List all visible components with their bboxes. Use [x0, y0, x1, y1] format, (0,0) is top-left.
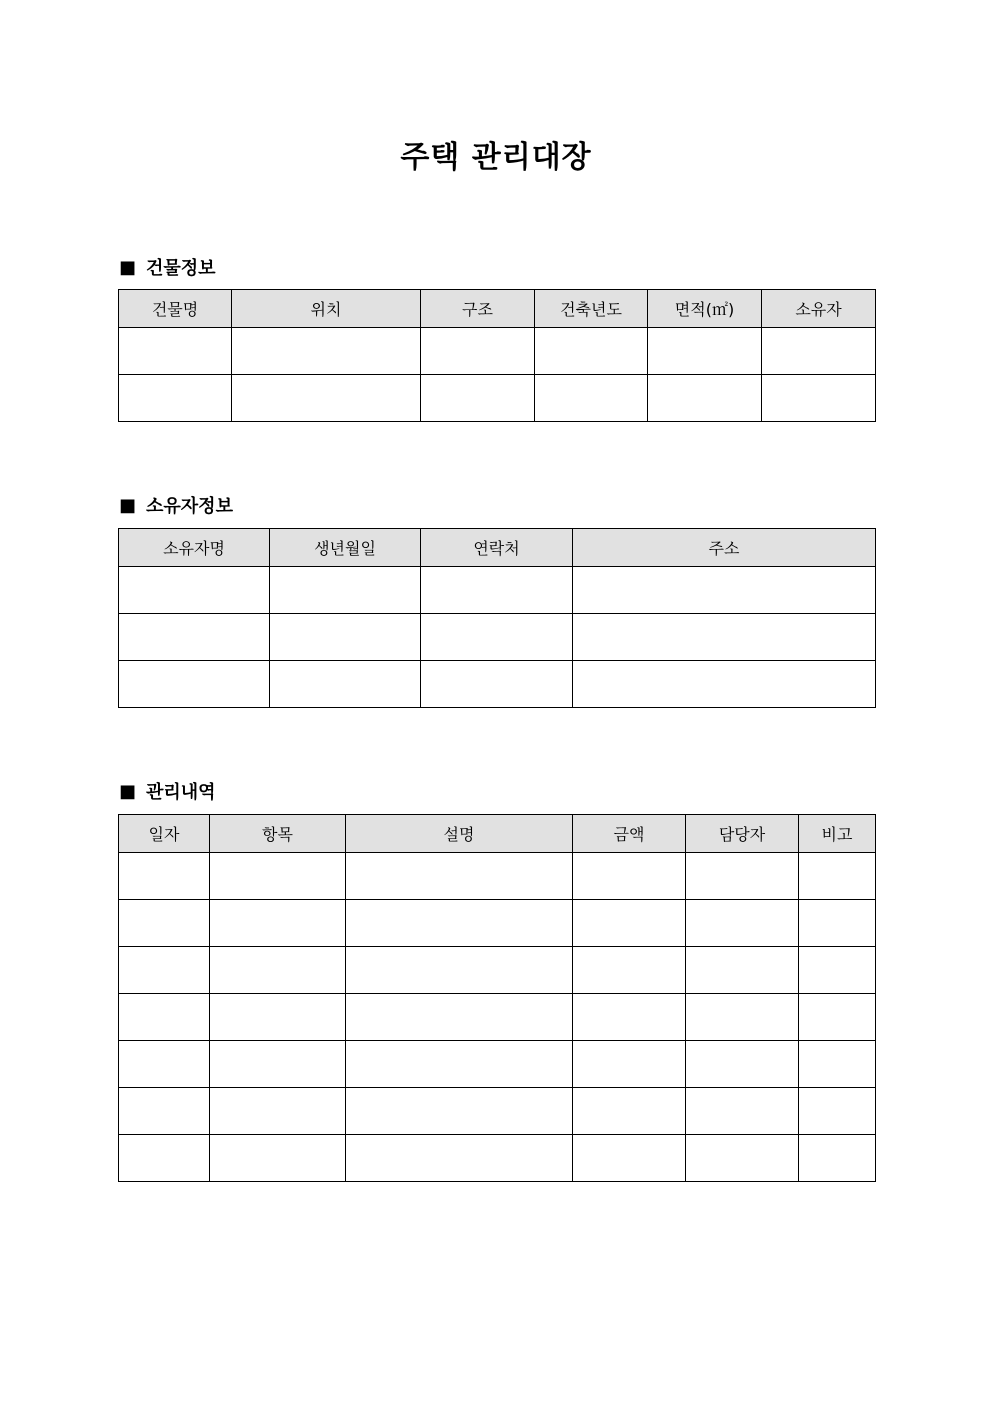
table-row	[119, 567, 876, 614]
column-header-date: 일자	[119, 815, 210, 853]
column-header-owner-name: 소유자명	[119, 529, 270, 567]
table-cell[interactable]	[346, 994, 573, 1041]
table-row	[119, 994, 876, 1041]
table-cell[interactable]	[210, 994, 346, 1041]
column-header-location: 위치	[232, 290, 421, 328]
section-heading-label: 관리내역	[146, 782, 216, 803]
table-cell[interactable]	[119, 328, 232, 375]
column-header-contact: 연락처	[421, 529, 573, 567]
section-heading-building	[119, 254, 216, 280]
column-header-description: 설명	[346, 815, 573, 853]
table-cell[interactable]	[119, 853, 210, 900]
table-cell[interactable]	[573, 1041, 686, 1088]
column-header-manager: 담당자	[686, 815, 799, 853]
table-cell[interactable]	[119, 1041, 210, 1088]
column-header-structure: 구조	[421, 290, 535, 328]
table-header-row	[119, 529, 876, 567]
table-cell[interactable]	[686, 1088, 799, 1135]
management-history-table	[118, 814, 876, 1182]
table-cell[interactable]	[119, 900, 210, 947]
column-header-build-year: 건축년도	[535, 290, 648, 328]
table-cell[interactable]	[762, 375, 876, 422]
table-row	[119, 661, 876, 708]
table-cell[interactable]	[210, 947, 346, 994]
table-cell[interactable]	[232, 328, 421, 375]
table-cell[interactable]	[270, 614, 421, 661]
section-heading-owner	[119, 492, 233, 518]
table-cell[interactable]	[799, 900, 876, 947]
table-cell[interactable]	[686, 1041, 799, 1088]
table-row	[119, 614, 876, 661]
table-cell[interactable]	[686, 1135, 799, 1182]
document-title: 주택 관리대장	[400, 140, 592, 175]
table-row	[119, 328, 876, 375]
column-header-owner: 소유자	[762, 290, 876, 328]
column-header-item: 항목	[210, 815, 346, 853]
table-cell[interactable]	[573, 1088, 686, 1135]
table-cell[interactable]	[573, 1135, 686, 1182]
table-cell[interactable]	[119, 375, 232, 422]
table-cell[interactable]	[573, 853, 686, 900]
table-cell[interactable]	[421, 328, 535, 375]
table-cell[interactable]	[210, 1135, 346, 1182]
table-cell[interactable]	[762, 328, 876, 375]
section-heading-label: 소유자정보	[146, 496, 233, 517]
table-cell[interactable]	[799, 853, 876, 900]
table-row	[119, 1041, 876, 1088]
column-header-area: 면적(㎡)	[648, 290, 762, 328]
square-bullet-icon: ■	[119, 494, 137, 516]
table-cell[interactable]	[346, 1135, 573, 1182]
table-cell[interactable]	[119, 661, 270, 708]
table-header-row	[119, 290, 876, 328]
table-cell[interactable]	[421, 661, 573, 708]
table-cell[interactable]	[648, 328, 762, 375]
table-cell[interactable]	[119, 1088, 210, 1135]
table-cell[interactable]	[119, 1135, 210, 1182]
table-row	[119, 900, 876, 947]
table-cell[interactable]	[119, 567, 270, 614]
table-cell[interactable]	[210, 1041, 346, 1088]
table-cell[interactable]	[799, 947, 876, 994]
table-cell[interactable]	[270, 567, 421, 614]
section-heading-management	[119, 778, 216, 804]
table-cell[interactable]	[799, 994, 876, 1041]
table-cell[interactable]	[573, 947, 686, 994]
column-header-birth-date: 생년월일	[270, 529, 421, 567]
table-cell[interactable]	[346, 1041, 573, 1088]
table-cell[interactable]	[119, 614, 270, 661]
column-header-address: 주소	[573, 529, 876, 567]
table-cell[interactable]	[799, 1135, 876, 1182]
table-cell[interactable]	[210, 853, 346, 900]
table-row	[119, 1135, 876, 1182]
table-cell[interactable]	[346, 853, 573, 900]
table-cell[interactable]	[648, 375, 762, 422]
table-cell[interactable]	[686, 947, 799, 994]
table-cell[interactable]	[686, 994, 799, 1041]
owner-info-table	[118, 528, 876, 708]
table-cell[interactable]	[210, 1088, 346, 1135]
table-cell[interactable]	[421, 567, 573, 614]
table-cell[interactable]	[346, 947, 573, 994]
table-cell[interactable]	[232, 375, 421, 422]
column-header-amount: 금액	[573, 815, 686, 853]
table-cell[interactable]	[799, 1041, 876, 1088]
table-cell[interactable]	[119, 994, 210, 1041]
section-heading-label: 건물정보	[146, 258, 216, 279]
table-cell[interactable]	[210, 900, 346, 947]
table-cell[interactable]	[573, 900, 686, 947]
table-cell[interactable]	[119, 947, 210, 994]
table-cell[interactable]	[799, 1088, 876, 1135]
table-row	[119, 375, 876, 422]
square-bullet-icon: ■	[119, 780, 137, 802]
table-cell[interactable]	[686, 900, 799, 947]
column-header-remarks: 비고	[799, 815, 876, 853]
table-row	[119, 1088, 876, 1135]
table-header-row	[119, 815, 876, 853]
table-cell[interactable]	[535, 328, 648, 375]
table-cell[interactable]	[573, 567, 876, 614]
table-cell[interactable]	[573, 994, 686, 1041]
table-cell[interactable]	[686, 853, 799, 900]
table-cell[interactable]	[346, 900, 573, 947]
table-cell[interactable]	[535, 375, 648, 422]
column-header-building-name: 건물명	[119, 290, 232, 328]
table-cell[interactable]	[421, 614, 573, 661]
table-cell[interactable]	[270, 661, 421, 708]
table-cell[interactable]	[346, 1088, 573, 1135]
square-bullet-icon: ■	[119, 256, 137, 278]
table-cell[interactable]	[573, 614, 876, 661]
table-cell[interactable]	[421, 375, 535, 422]
table-cell[interactable]	[573, 661, 876, 708]
building-info-table	[118, 289, 876, 422]
table-row	[119, 947, 876, 994]
table-row	[119, 853, 876, 900]
